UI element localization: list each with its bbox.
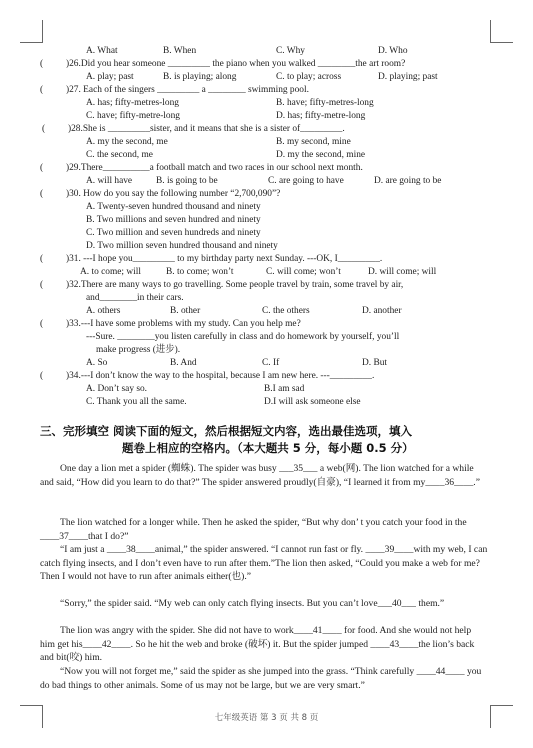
answer-bracket: ( (40, 254, 44, 264)
option: C. have; fifty-metre-long (86, 111, 180, 121)
answer-bracket: ( (40, 59, 44, 69)
question-stem-continued: ---Sure. ________you listen carefully in class and do homework by yourself, you’ll (86, 332, 400, 342)
crop-mark-top-right (490, 20, 513, 43)
option: C. are going to have (268, 176, 344, 186)
passage-paragraph: The lion was angry with the spider. She did not have to work____41____ for food. And she would not help him get his____42____. So he hit the web and broke (破坏) it. But the spider jumped ____43____the lion’s back and bit(咬) him. (40, 625, 475, 664)
option: C. If (262, 358, 280, 368)
crop-mark-top-left (20, 20, 43, 43)
option: D. Two million seven hundred thousand and ninety (86, 241, 278, 251)
option: D. another (362, 306, 402, 316)
option: B. other (170, 306, 201, 316)
option: A. So (86, 358, 108, 368)
option: B.I am sad (264, 384, 305, 394)
question-stem: )32.There are many ways to go travelling. Some people travel by train, some travel by air, (66, 280, 404, 290)
question-stem: )26.Did you hear someone _________ the piano when you walked ________the art room? (66, 59, 406, 69)
option: B. Two millions and seven hundred and ninety (86, 215, 261, 225)
question-stem: )27. Each of the singers _________ a ________ swimming pool. (66, 85, 309, 95)
option: B. is playing; along (163, 72, 237, 82)
option: A. has; fifty-metres-long (86, 98, 179, 108)
passage-paragraph: “I am just a ____38____animal,” the spider answered. “I cannot run fast or fly. ____39____with my web, I can catch flying insects, and I don’t even have to run after them.”The lion then asked, “Could you make a web for me? Then I would not have to run after animals either(也).” (40, 544, 488, 583)
option: D. playing; past (378, 72, 438, 82)
option: C. Why (276, 46, 305, 56)
passage-paragraph: One day a lion met a spider (蜘蛛). The spider was busy ___35___ a web(网). The lion watched for a while and said, “How did you learn to do that?” The spider answered proudly(自豪), “I learned it from my____36____.” (40, 463, 480, 488)
question-stem: )31. ---I hope you_________ to my birthday party next Sunday. ---OK, I_________. (66, 254, 383, 264)
question-stem: )33.---I have some problems with my study. Can you help me? (66, 319, 301, 329)
option: B. have; fifty-metres-long (276, 98, 374, 108)
option: C. will come; won’t (266, 267, 341, 277)
option: A. play; past (86, 72, 134, 82)
option: A. my the second, me (86, 137, 168, 147)
question-stem: )28.She is _________sister, and it means that she is a sister of_________. (68, 124, 345, 134)
section-heading (40, 423, 490, 457)
answer-bracket: ( (40, 319, 44, 329)
answer-bracket: ( (40, 163, 44, 173)
option: C. Thank you all the same. (86, 397, 187, 407)
option: D. my the second, mine (276, 150, 366, 160)
question-stem-continued: and________in their cars. (86, 293, 184, 303)
option: C. Two million and seven hundreds and ninety (86, 228, 261, 238)
option: A. What (86, 46, 118, 56)
option: B. my second, mine (276, 137, 351, 147)
option: D. has; fifty-metre-long (276, 111, 366, 121)
option: D. But (362, 358, 388, 368)
passage-paragraph: “Now you will not forget me,” said the spider as she jumped into the grass. “Think carefully ____44____ you do bad things to other animals. Some of us may not be large, but we are very smart.” (40, 666, 482, 691)
option: B. And (170, 358, 197, 368)
option: A. to come; will (80, 267, 141, 277)
passage-paragraph: The lion watched for a longer while. Then he asked the spider, “But why don’ t you catch your food in the ____37____that I do?” (40, 517, 467, 542)
question-stem-continued: make progress (进步). (96, 345, 181, 355)
option: A. will have (86, 176, 133, 186)
question-stem: )30. How do you say the following number “2,700,090”? (66, 189, 281, 199)
section-heading-line-2: 题卷上相应的空格内。（本大题共 5 分，每小题 0.5 分） (122, 441, 414, 455)
question-stem: )34.---I don’t know the way to the hospital, because I am new here. ---_________. (66, 371, 375, 381)
option: D. Who (378, 46, 408, 56)
option: B. When (163, 46, 197, 56)
option: B. is going to be (156, 176, 218, 186)
option: A. others (86, 306, 121, 316)
option: D. will come; will (368, 267, 437, 277)
answer-bracket: ( (40, 371, 44, 381)
answer-bracket: ( (42, 124, 46, 134)
page-footer: 七年级英语 第 3 页 共 8 页 (214, 713, 319, 723)
option: C. the others (262, 306, 310, 316)
option: B. to come; won’t (166, 267, 234, 277)
option: D. are going to be (374, 176, 442, 186)
answer-bracket: ( (40, 280, 44, 290)
option: C. the second, me (86, 150, 153, 160)
option: A. Don’t say so. (86, 384, 148, 394)
option: A. Twenty-seven hundred thousand and ninety (86, 202, 261, 212)
answer-bracket: ( (40, 189, 44, 199)
option: D.I will ask someone else (264, 397, 361, 407)
option: C. to play; across (276, 72, 342, 82)
question-stem: )29.There__________a football match and two races in our school next month. (66, 163, 363, 173)
section-heading-line-1: 三、完形填空 阅读下面的短文，然后根据短文内容，选出最佳选项，填入 (40, 424, 412, 438)
answer-bracket: ( (40, 85, 44, 95)
passage-paragraph: “Sorry,” the spider said. “My web can only catch flying insects. But you can’t love___40___ them.” (60, 598, 445, 609)
